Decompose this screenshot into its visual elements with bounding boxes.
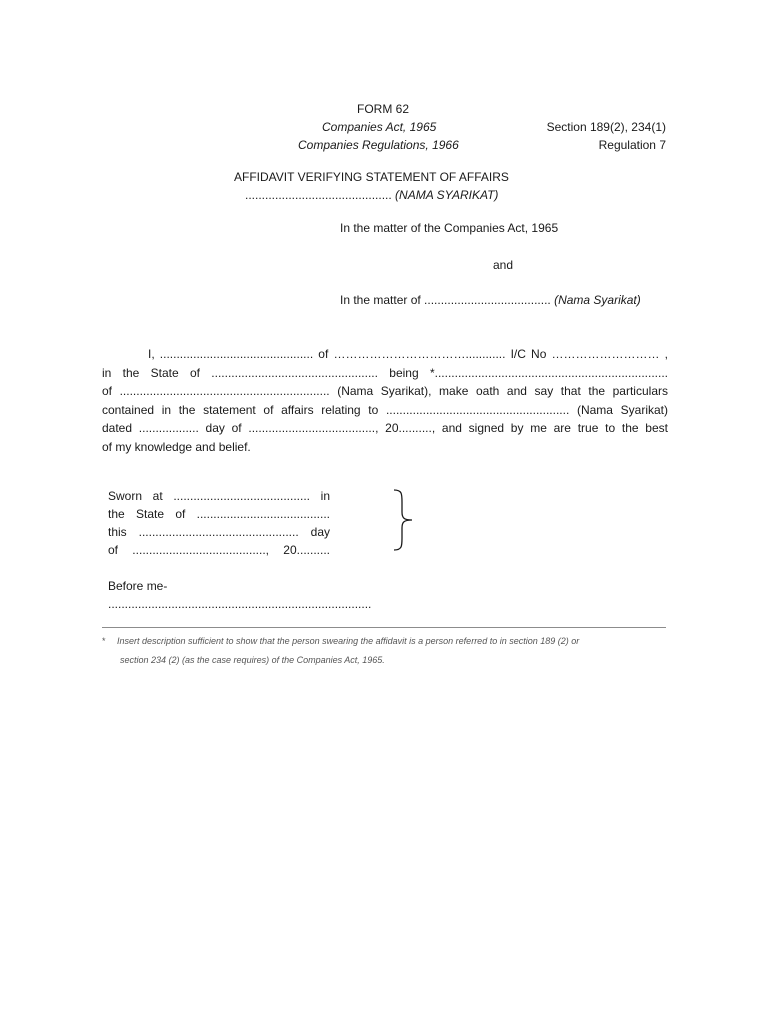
matter-company-line [340, 291, 641, 309]
footnote-marker: * [102, 636, 106, 646]
before-me-label: Before me- [108, 579, 168, 593]
oath-line-3: of ............................................................... (Nama Syarikat), make oath and say that the particulars [102, 384, 668, 398]
oath-paragraph [102, 345, 668, 456]
company-name-label: (NAMA SYARIKAT) [395, 188, 499, 202]
matter-company-prefix: In the matter of ...................................... [340, 293, 551, 307]
sworn-line-2: the State of ........................................ [108, 507, 330, 521]
oath-line-4: contained in the statement of affairs relating to ....................................................... (Nama Syarikat) [102, 402, 668, 417]
sworn-line-1: Sworn at ......................................... in [108, 489, 330, 503]
company-name-blank: ............................................ [245, 188, 392, 202]
sworn-line-4: of ........................................, 20.......... [108, 543, 330, 557]
sworn-line-3: this ................................................ day [108, 525, 330, 539]
oath-line-1: I, .............................................. of ……………………………............ I/C No ……………………… , [148, 347, 668, 361]
before-me-signature-line: ............................................................................... [108, 597, 372, 611]
oath-line-5: dated .................. day of ......................................, 20.........., and signed by me are true to the best [102, 421, 668, 435]
affidavit-title: AFFIDAVIT VERIFYING STATEMENT OF AFFAIRS [234, 170, 509, 184]
footnote-line-1: Insert description sufficient to show that the person swearing the affidavit is a person referred to in section 189 (2) or [117, 636, 580, 646]
sworn-block [108, 487, 330, 559]
matter-and: and [493, 258, 514, 272]
form-number: FORM 62 [357, 102, 410, 116]
oath-line-2: in the State of .................................................. being *...................................................................... [102, 365, 668, 380]
footnote-line-2: section 234 (2) (as the case requires) of the Companies Act, 1965. [120, 655, 385, 665]
company-name-line [245, 186, 498, 204]
act-name: Companies Act, 1965 [322, 120, 437, 134]
matter-companies-act: In the matter of the Companies Act, 1965 [340, 221, 559, 235]
section-reference: Section 189(2), 234(1) [546, 120, 666, 134]
regulations-name: Companies Regulations, 1966 [298, 138, 459, 152]
oath-line-6: of my knowledge and belief. [102, 439, 251, 454]
regulation-reference: Regulation 7 [598, 138, 666, 152]
right-curly-brace-icon [390, 488, 420, 552]
matter-company-suffix: (Nama Syarikat) [554, 293, 641, 307]
footnote-divider [102, 627, 666, 628]
